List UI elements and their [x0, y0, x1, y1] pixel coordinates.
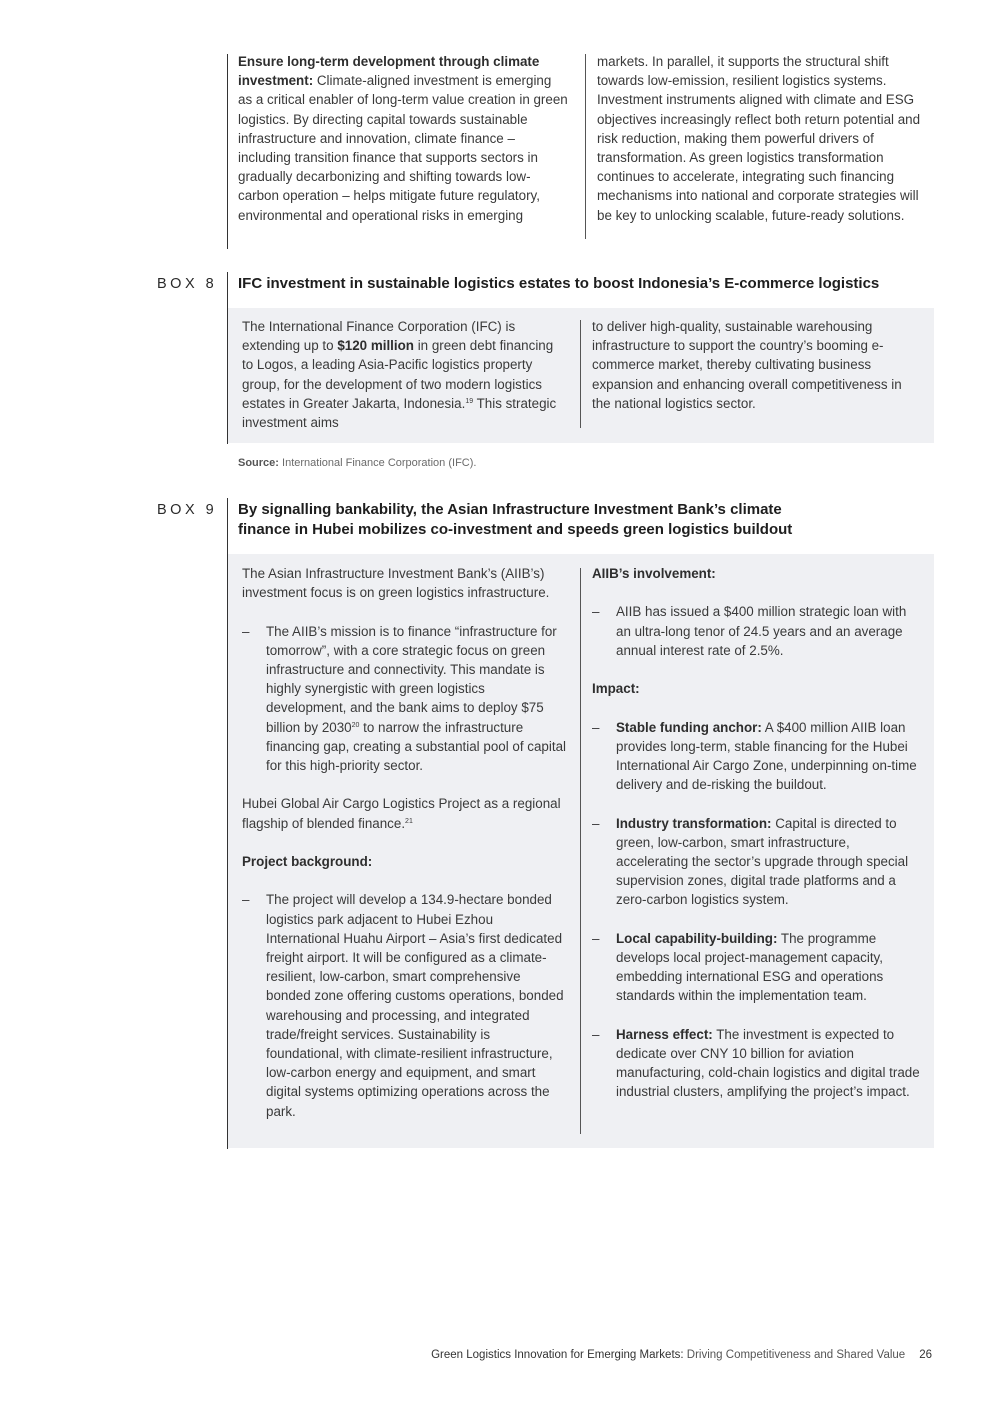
footer-subtitle: Driving Competitiveness and Shared Value	[683, 1349, 906, 1361]
page-number: 26	[919, 1349, 932, 1361]
box9-right-column	[592, 564, 922, 1102]
impact-bullet	[592, 929, 922, 1006]
project-background-heading: Project background:	[242, 854, 373, 869]
flagship-text: Hubei Global Air Cargo Logistics Project as a regional flagship of blended finance.	[242, 796, 561, 831]
background-bullet	[242, 890, 568, 1120]
box8-title: IFC investment in sustainable logistics estates to boost Indonesia’s E-commerce logistics	[238, 275, 880, 292]
dash: –	[592, 719, 600, 735]
box8-text-b: in green debt financing to Logos, a leading Asia-Pacific logistics property group, for the development of two modern logistics estates in Greater Jakarta, Indonesia.	[242, 338, 554, 411]
impact-bullet	[592, 814, 922, 910]
mission-bullet	[242, 622, 568, 776]
box8-left-column	[242, 317, 568, 432]
impact-bold: Stable funding anchor:	[616, 719, 762, 735]
footnote-ref-21: 21	[405, 817, 413, 825]
intro-right-text: markets. In parallel, it supports the structural shift towards low-emission, resilient logistics systems. Investment instruments aligned with climate and ESG objectives increasingly reflect both return potential and risk reduction, making them powerful drivers of transformation. As green logistics transformation continues to accelerate, integrating such financing mechanisms into national and corporate strategies will be key to unlocking scalable, future-ready solutions.	[597, 54, 921, 223]
box8-footnote-ref: 19	[465, 397, 474, 405]
box9-title-line1: By signalling bankability, the Asian Infrastructure Investment Bank’s climate	[238, 501, 782, 518]
intro-column-divider	[585, 54, 586, 239]
box8-text-c: This strategic investment aims	[242, 395, 557, 431]
box8-right-text: to deliver high-quality, sustainable warehousing infrastructure to support the country’s booming e-commerce market, thereby cultivating business expansion and enhancing overall competitiveness in the national logistics sector.	[592, 319, 902, 411]
impact-text: The investment is expected to dedicate over CNY 10 billion for aviation manufacturing, cold-chain logistics and digital trade industrial clusters, amplifying the project’s impact.	[616, 1026, 920, 1100]
impact-text: The programme develops local project-management capacity, embedding international ESG and operations standards within the implementation team.	[616, 930, 884, 1004]
intro-rule	[227, 54, 228, 249]
box8-text-a: The International Finance Corporation (IFC) is extending up to	[242, 319, 516, 354]
box9-left-column	[242, 564, 568, 1121]
dash: –	[592, 1026, 600, 1042]
impact-text: Capital is directed to green, low-carbon, smart infrastructure, accelerating the sector’s upgrade through special supervision zones, digital trade platforms and a zero-carbon logistics system.	[616, 815, 909, 908]
background-text: The project will develop a 134.9-hectare bonded logistics park adjacent to Hubei Ezhou International Huahu Airport – Asia’s first dedicated freight airport. It will be configured as a climate-resilient, low-carbon, smart comprehensive bonded zone offering customs operations, bonded warehousing and processing, and integrated trade/freight services. Sustainability is foundational, with climate-resilient infrastructure, low-carbon energy and equipment, and smart digital systems optimizing operations across the park.	[266, 892, 564, 1119]
footnote-ref-20: 20	[351, 721, 360, 729]
intro-heading: Ensure long-term development through climate investment:	[238, 54, 540, 89]
box8-amount: $120 million	[337, 338, 414, 354]
involvement-bullet	[592, 602, 922, 660]
impact-bold: Local capability-building:	[616, 930, 778, 946]
impact-bullet	[592, 718, 922, 795]
box8-source	[238, 454, 476, 473]
box8-column-divider	[580, 320, 581, 428]
box8-label: BOX 8	[157, 276, 218, 292]
mission-text: The AIIB’s mission is to finance “infrastructure for tomorrow”, with a core strategic focus on green infrastructure and connectivity. This mandate is highly synergistic with green logistics development, and the bank aims to deploy $75 billion by 2030	[266, 623, 557, 735]
page-footer	[431, 1346, 932, 1365]
box9-title-line2: finance in Hubei mobilizes co-investment and speeds green logistics buildout	[238, 521, 793, 538]
box9-column-divider	[580, 568, 581, 1134]
involvement-text: AIIB has issued a $400 million strategic loan with an ultra-long tenor of 24.5 years and an average annual interest rate of 2.5%.	[616, 604, 907, 658]
dash: –	[592, 930, 600, 946]
dash: –	[242, 892, 250, 908]
source-label: Source:	[238, 457, 279, 469]
impact-bullet	[592, 1025, 922, 1102]
impact-bold: Harness effect:	[616, 1026, 713, 1042]
impact-text: A $400 million AIIB loan provides long-term, stable financing for the Hubei International Air Cargo Zone, underpinning on-time delivery and de-risking the buildout.	[616, 719, 917, 793]
source-text: International Finance Corporation (IFC).	[278, 457, 477, 469]
box9-title	[238, 500, 918, 540]
box9-label: BOX 9	[157, 502, 218, 518]
intro-right-column	[597, 52, 935, 225]
box9-intro: The Asian Infrastructure Investment Bank’s (AIIB’s) investment focus is on green logistics infrastructure.	[242, 566, 550, 601]
box8-right-column	[592, 317, 922, 413]
footer-title: Green Logistics Innovation for Emerging Markets:	[431, 1349, 684, 1361]
dash: –	[592, 815, 600, 831]
mission-text-end: to narrow the infrastructure financing gap, creating a substantial pool of capital for this high-priority sector.	[266, 719, 567, 774]
intro-left-column	[238, 52, 568, 225]
dash: –	[242, 623, 250, 639]
intro-left-text: Climate-aligned investment is emerging as a critical enabler of long-term value creation in green logistics. By directing capital towards sustainable infrastructure and innovation, climate finance – including transition finance that supports sectors in gradually decarbonizing and shifting towards low-carbon operation – helps mitigate future regulatory, environmental and operational risks in emerging	[238, 73, 568, 223]
impact-bold: Industry transformation:	[616, 815, 772, 831]
dash: –	[592, 604, 600, 620]
involvement-heading: AIIB’s involvement:	[592, 566, 716, 581]
impact-heading: Impact:	[592, 681, 640, 697]
